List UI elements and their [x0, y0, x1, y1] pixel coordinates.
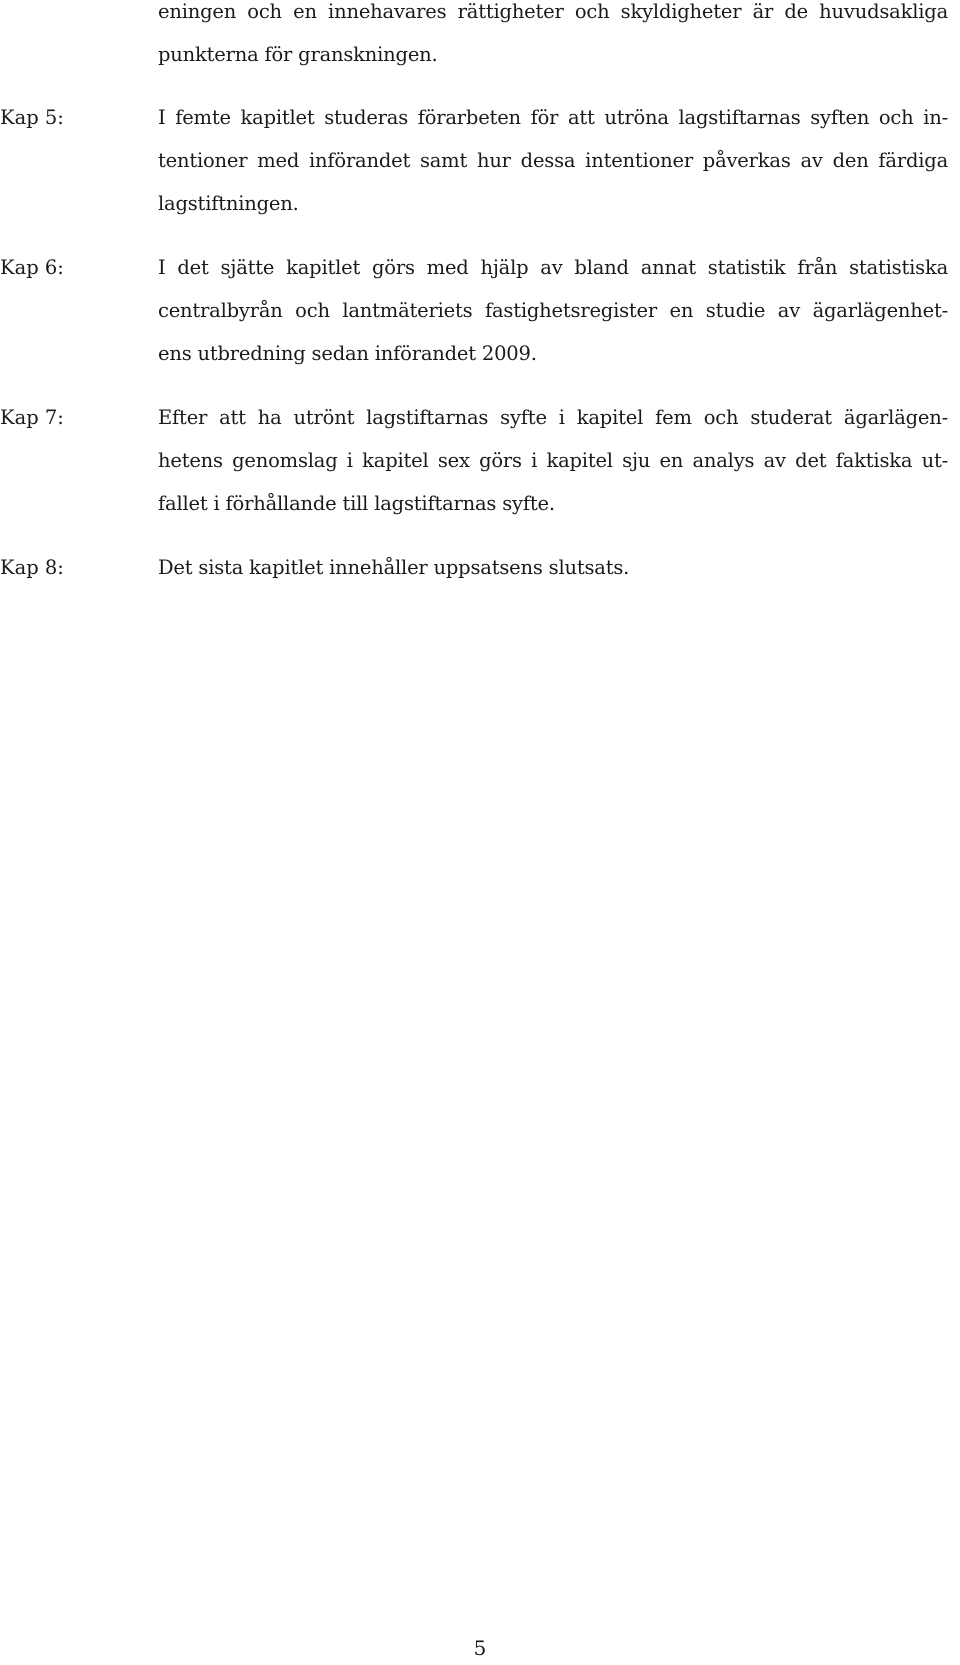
kap6-line-3: ens utbredning sedan införandet 2009.: [158, 342, 537, 365]
kap7-line-1: Efter att ha utrönt lagstiftarnas syfte i kapitel fem och studerat ägarlägen-: [158, 406, 948, 429]
kap5-line-3: lagstiftningen.: [158, 192, 299, 215]
chapter-label-kap8: Kap 8:: [0, 556, 64, 579]
chapter-label-kap7: Kap 7:: [0, 406, 64, 429]
kap6-line-1: I det sjätte kapitlet görs med hjälp av bland annat statistik från statistiska: [158, 256, 948, 279]
kap5-line-2: tentioner med införandet samt hur dessa intentioner påverkas av den färdiga: [158, 149, 948, 172]
kap6-line-2: centralbyrån och lantmäteriets fastighetsregister en studie av ägarlägenhet-: [158, 299, 948, 322]
chapter-label-kap6: Kap 6:: [0, 256, 64, 279]
kap7-line-3: fallet i förhållande till lagstiftarnas syfte.: [158, 492, 555, 515]
intro-line-2: punkterna för granskningen.: [158, 43, 438, 66]
intro-line-1: eningen och en innehavares rättigheter och skyldigheter är de huvudsakliga: [158, 0, 948, 23]
kap8-line-1: Det sista kapitlet innehåller uppsatsens slutsats.: [158, 556, 630, 579]
kap7-line-2: hetens genomslag i kapitel sex görs i kapitel sju en analys av det faktiska ut-: [158, 449, 948, 472]
chapter-label-kap5: Kap 5:: [0, 106, 64, 129]
kap5-line-1: I femte kapitlet studeras förarbeten för att utröna lagstiftarnas syften och in-: [158, 106, 948, 129]
page-number: 5: [473, 1636, 487, 1660]
